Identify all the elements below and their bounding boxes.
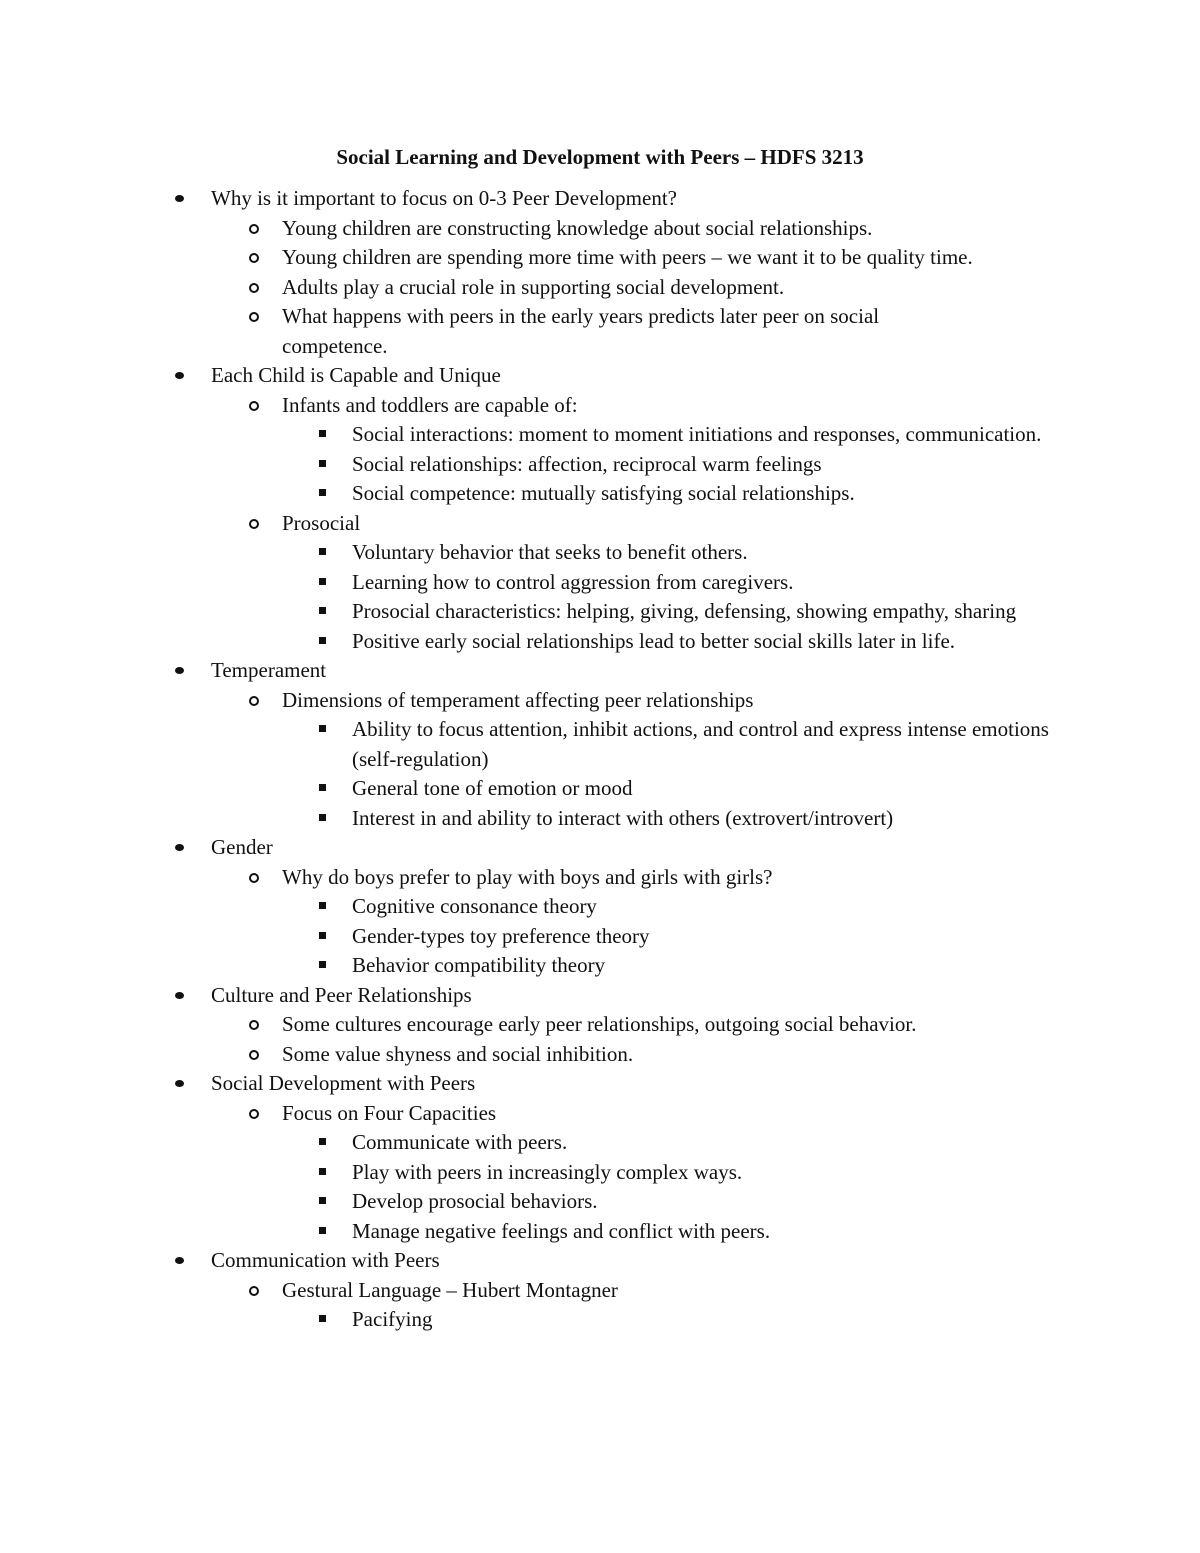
- list-item: Young children are constructing knowledge about social relationships.: [0, 214, 1200, 244]
- list-item: Adults play a crucial role in supporting social development.: [0, 273, 1200, 303]
- square-bullet-icon: [319, 1227, 326, 1234]
- list-item: General tone of emotion or mood: [0, 774, 1200, 804]
- list-item: Social interactions: moment to moment initiations and responses, communication.: [0, 420, 1200, 450]
- list-item: Dimensions of temperament affecting peer relationships: [0, 686, 1200, 716]
- bullet-icon: [175, 372, 184, 379]
- list-item: Temperament: [0, 656, 1200, 686]
- square-bullet-icon: [319, 607, 326, 614]
- list-item: Social relationships: affection, reciprocal warm feelings: [0, 450, 1200, 480]
- list-item: Some value shyness and social inhibition.: [0, 1040, 1200, 1070]
- list-item: Social Development with Peers: [0, 1069, 1200, 1099]
- circle-bullet-icon: [249, 873, 259, 883]
- list-item: Why is it important to focus on 0-3 Peer Development?: [0, 184, 1200, 214]
- list-item: Infants and toddlers are capable of:: [0, 391, 1200, 421]
- square-bullet-icon: [319, 1168, 326, 1175]
- bullet-icon: [175, 1257, 184, 1264]
- list-item: Communicate with peers.: [0, 1128, 1200, 1158]
- square-bullet-icon: [319, 460, 326, 467]
- list-item: Why do boys prefer to play with boys and girls with girls?: [0, 863, 1200, 893]
- outline-list: [0, 184, 1200, 1335]
- list-item: What happens with peers in the early years predicts later peer on social competence.: [0, 302, 1200, 361]
- list-item: Young children are spending more time with peers – we want it to be quality time.: [0, 243, 1200, 273]
- square-bullet-icon: [319, 548, 326, 555]
- square-bullet-icon: [319, 489, 326, 496]
- list-item: Play with peers in increasingly complex ways.: [0, 1158, 1200, 1188]
- bullet-icon: [175, 992, 184, 999]
- document-title: Social Learning and Development with Peers – HDFS 3213: [336, 145, 864, 169]
- square-bullet-icon: [319, 725, 326, 732]
- list-item: Interest in and ability to interact with others (extrovert/introvert): [0, 804, 1200, 834]
- bullet-icon: [175, 667, 184, 674]
- circle-bullet-icon: [249, 312, 259, 322]
- list-item: Voluntary behavior that seeks to benefit others.: [0, 538, 1200, 568]
- square-bullet-icon: [319, 430, 326, 437]
- list-item: Some cultures encourage early peer relationships, outgoing social behavior.: [0, 1010, 1200, 1040]
- list-item: Gender-types toy preference theory: [0, 922, 1200, 952]
- circle-bullet-icon: [249, 1020, 259, 1030]
- list-item: Focus on Four Capacities: [0, 1099, 1200, 1129]
- square-bullet-icon: [319, 1138, 326, 1145]
- list-item: Cognitive consonance theory: [0, 892, 1200, 922]
- circle-bullet-icon: [249, 1109, 259, 1119]
- square-bullet-icon: [319, 1197, 326, 1204]
- list-item: Social competence: mutually satisfying social relationships.: [0, 479, 1200, 509]
- square-bullet-icon: [319, 637, 326, 644]
- circle-bullet-icon: [249, 696, 259, 706]
- list-item: Prosocial characteristics: helping, giving, defensing, showing empathy, sharing: [0, 597, 1200, 627]
- square-bullet-icon: [319, 932, 326, 939]
- list-item: Positive early social relationships lead to better social skills later in life.: [0, 627, 1200, 657]
- bullet-icon: [175, 195, 184, 202]
- list-item: Gender: [0, 833, 1200, 863]
- list-item: Each Child is Capable and Unique: [0, 361, 1200, 391]
- square-bullet-icon: [319, 578, 326, 585]
- list-item: Pacifying: [0, 1305, 1200, 1335]
- square-bullet-icon: [319, 961, 326, 968]
- bullet-icon: [175, 844, 184, 851]
- square-bullet-icon: [319, 814, 326, 821]
- bullet-icon: [175, 1080, 184, 1087]
- circle-bullet-icon: [249, 401, 259, 411]
- circle-bullet-icon: [249, 283, 259, 293]
- circle-bullet-icon: [249, 1050, 259, 1060]
- list-item: Gestural Language – Hubert Montagner: [0, 1276, 1200, 1306]
- square-bullet-icon: [319, 1315, 326, 1322]
- circle-bullet-icon: [249, 253, 259, 263]
- square-bullet-icon: [319, 784, 326, 791]
- square-bullet-icon: [319, 902, 326, 909]
- list-item: Learning how to control aggression from caregivers.: [0, 568, 1200, 598]
- list-item: Culture and Peer Relationships: [0, 981, 1200, 1011]
- circle-bullet-icon: [249, 224, 259, 234]
- list-item: Manage negative feelings and conflict with peers.: [0, 1217, 1200, 1247]
- circle-bullet-icon: [249, 1286, 259, 1296]
- list-item: Develop prosocial behaviors.: [0, 1187, 1200, 1217]
- list-item: Prosocial: [0, 509, 1200, 539]
- circle-bullet-icon: [249, 519, 259, 529]
- list-item: Ability to focus attention, inhibit actions, and control and express intense emotions (self-regulation): [0, 715, 1200, 774]
- list-item: Behavior compatibility theory: [0, 951, 1200, 981]
- list-item: Communication with Peers: [0, 1246, 1200, 1276]
